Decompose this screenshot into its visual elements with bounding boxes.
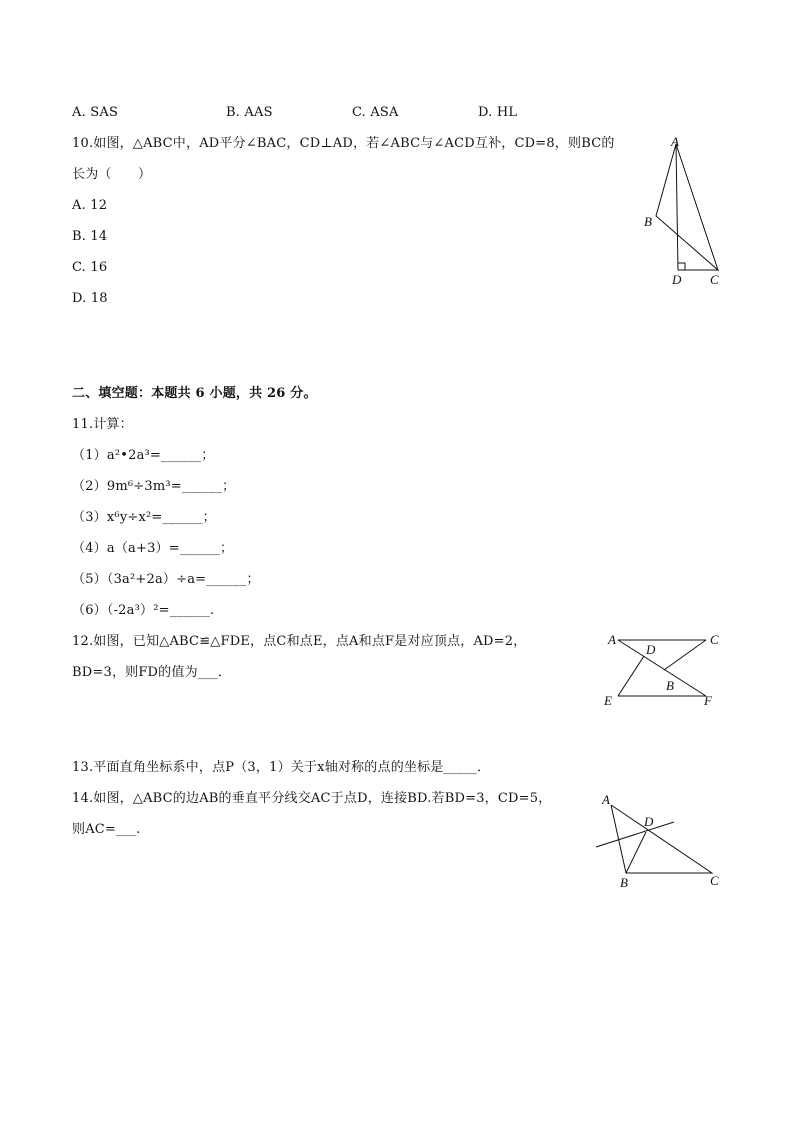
q12-segment-af [618, 640, 706, 696]
q12-segment-cb [664, 640, 706, 670]
q12-stem-line2: BD=3，则FD的值为___． [72, 665, 232, 680]
q11-title: 11.计算： [72, 417, 133, 432]
q14-label-a: A [602, 792, 610, 807]
q14-segment-bd [626, 832, 646, 873]
q10-label-b: B [644, 214, 652, 229]
q9-option-b: B. AAS [226, 105, 273, 120]
q12-label-e: E [604, 693, 612, 708]
q12-label-f: F [704, 693, 712, 708]
q11-item-1: （1）a²•2a³=______； [72, 448, 215, 463]
q10-stem-line1: 10.如图，△ABC中，AD平分∠BAC，CD⊥AD，若∠ABC与∠ACD互补，CD=8，则BC的 [72, 136, 615, 151]
q10-stem-line2: 长为（ ） [72, 167, 152, 182]
q10-label-c: C [710, 272, 719, 287]
q10-option-c: C. 16 [72, 260, 108, 275]
q14-stem-line1: 14.如图，△ABC的边AB的垂直平分线交AC于点D，连接BD.若BD=3，CD=5， [72, 791, 552, 806]
q10-label-a: A [671, 134, 679, 149]
q10-triangle-abc [656, 144, 718, 270]
q14-label-d: D [644, 814, 654, 829]
q12-segment-ed [618, 656, 644, 696]
q14-label-b: B [620, 875, 628, 890]
q11-item-6: （6）（-2a³）²=______. [72, 603, 215, 618]
section2-heading: 二、填空题：本题共 6 小题，共 26 分。 [72, 386, 317, 401]
q12-stem-line1: 12.如图，已知△ABC≌△FDE，点C和点E，点A和点F是对应顶点，AD=2， [72, 634, 527, 649]
q12-label-d: D [646, 642, 656, 657]
q14-stem-line2: 则AC=___. [72, 822, 141, 837]
q9-option-a: A. SAS [72, 105, 119, 120]
q10-option-d: D. 18 [72, 291, 108, 306]
q12-label-b: B [666, 678, 674, 693]
q13-stem: 13.平面直角坐标系中，点P（3，1）关于x轴对称的点的坐标是_____． [72, 760, 491, 775]
q14-perpendicular-bisector [596, 822, 674, 847]
q10-option-a: A. 12 [72, 198, 108, 213]
q12-figure [598, 628, 728, 712]
q10-option-b: B. 14 [72, 229, 108, 244]
q10-label-d: D [672, 272, 682, 287]
q10-right-angle-mark [678, 263, 685, 270]
q9-option-c: C. ASA [352, 105, 399, 120]
q14-figure [590, 790, 730, 890]
q10-segment-ad [676, 144, 678, 270]
q14-triangle-abc [611, 805, 712, 873]
q11-item-4: （4）a（a+3）=______； [72, 541, 234, 556]
q11-item-2: （2）9m⁶÷3m³=______； [72, 479, 236, 494]
q11-item-3: （3）x⁶y÷x²=______； [72, 510, 216, 525]
q9-option-d: D. HL [478, 105, 518, 120]
q11-item-5: （5）（3a²+2a）÷a=______； [72, 572, 260, 587]
q10-figure [636, 132, 736, 292]
q12-label-c: C [710, 632, 719, 647]
q12-label-a: A [608, 632, 616, 647]
q14-label-c: C [710, 873, 719, 888]
